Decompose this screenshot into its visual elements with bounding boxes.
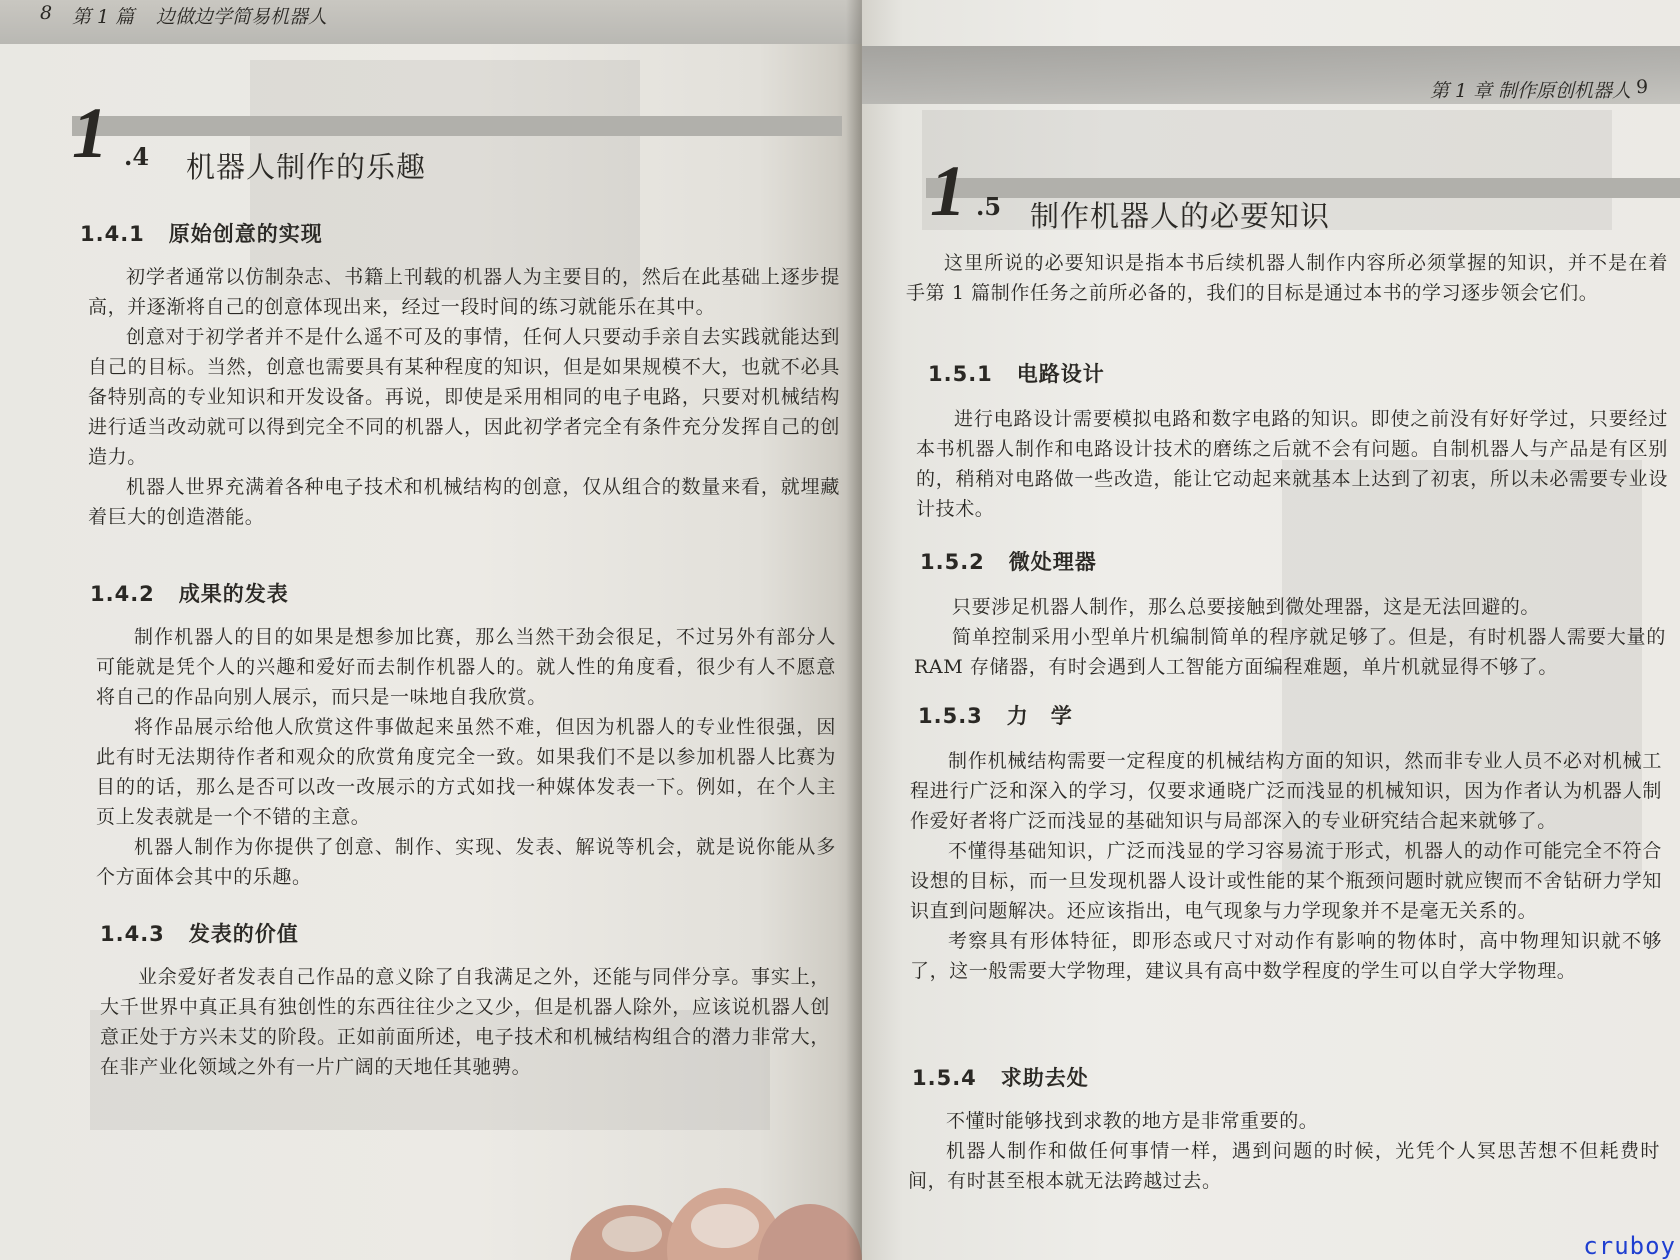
section-title: 制作机器人的必要知识 xyxy=(1030,199,1331,233)
right-running-header xyxy=(862,46,1680,104)
paragraph: 这里所说的必要知识是指本书后续机器人制作内容所必须掌握的知识，并不是在着手第 1 篇制作任务之前所必备的，我们的目标是通过本书的学习逐步领会它们。 xyxy=(906,252,1668,304)
subsection-body xyxy=(910,746,1662,986)
subsection-heading xyxy=(100,918,299,948)
subsection-heading xyxy=(918,700,1073,730)
right-page-number: 9 xyxy=(1636,76,1649,98)
subsection-title: 求助去处 xyxy=(1000,1066,1089,1090)
subsection-title: 发表的价值 xyxy=(188,922,299,946)
paragraph: 不懂得基础知识，广泛而浅显的学习容易流于形式，机器人的动作可能完全不符合设想的目标，而一旦发现机器人设计或性能的某个瓶颈问题时就应锲而不舍钻研力学知识直到问题解决。还应该指出，电气现象与力学现象并不是毫无关系的。 xyxy=(910,840,1662,922)
thumb-image xyxy=(560,1170,862,1260)
section-title: 机器人制作的乐趣 xyxy=(186,150,427,184)
subsection-heading xyxy=(80,218,323,248)
subsection-title: 微处理器 xyxy=(1008,550,1097,574)
paragraph: 不懂时能够找到求教的地方是非常重要的。 xyxy=(946,1110,1319,1132)
subsection-heading xyxy=(928,358,1105,388)
subsection-number: 1.4.2 xyxy=(90,582,155,606)
subsection-number: 1.5.1 xyxy=(928,362,993,386)
paragraph: 制作机械结构需要一定程度的机械结构方面的知识，然而非专业人员不必对机械工程进行广泛和深入的学习，仅要求通晓广泛而浅显的机械知识，因为作者认为机器人制作爱好者将广泛而浅显的基础知识与局部深入的专业研究结合起来就够了。 xyxy=(910,750,1662,832)
subsection-title: 力 学 xyxy=(1006,704,1073,728)
paragraph: 简单控制采用小型单片机编制简单的程序就足够了。但是，有时机器人需要大量的 RAM 存储器，有时会遇到人工智能方面编程难题，单片机就显得不够了。 xyxy=(914,626,1666,678)
paragraph: 制作机器人的目的如果是想参加比赛，那么当然干劲会很足，不过另外有部分人可能就是凭个人的兴趣和爱好而去制作机器人的。就人性的角度看，很少有人不愿意将自己的作品向别人展示，而只是一味地自我欣赏。 xyxy=(96,626,836,708)
subsection-title: 电路设计 xyxy=(1016,362,1105,386)
subsection-heading xyxy=(912,1062,1089,1092)
paragraph: 创意对于初学者并不是什么遥不可及的事情，任何人只要动手亲自去实践就能达到自己的目标。当然，创意也需要具有某种程度的知识，但是如果规模不大，也就不必具备特别高的专业知识和开发设备。再说，即使是采用相同的电子电路，只要对机械结构进行适当改动就可以得到完全不同的机器人，因此初学者完全有条件充分发挥自己的创造力。 xyxy=(88,326,840,468)
left-running-header xyxy=(0,0,862,44)
paragraph: 只要涉足机器人制作，那么总要接触到微处理器，这是无法回避的。 xyxy=(952,596,1541,618)
part-label: 第 1 篇 xyxy=(72,6,135,28)
section-number: 1 xyxy=(930,151,964,231)
subsection-title: 成果的发表 xyxy=(178,582,289,606)
paragraph: 考察具有形体特征，即形态或尺寸对动作有影响的物体时，高中物理知识就不够了，这一般需要大学物理，建议具有高中数学程度的学生可以自学大学物理。 xyxy=(910,930,1662,982)
subsection-title: 原始创意的实现 xyxy=(168,222,323,246)
paragraph: 将作品展示给他人欣赏这件事做起来虽然不难，但因为机器人的专业性很强，因此有时无法期待作者和观众的欣赏角度完全一致。如果我们不是以参加机器人比赛为目的的话，那么是否可以改一改展示的方式如找一种媒体发表一下。例如，在个人主页上发表就是一个不错的主意。 xyxy=(96,716,836,828)
subsection-body xyxy=(908,1106,1660,1196)
subsection-number: 1.4.1 xyxy=(80,222,145,246)
section-band xyxy=(72,116,842,136)
subsection-body xyxy=(914,592,1666,682)
part-title: 边做边学简易机器人 xyxy=(156,6,328,28)
subsection-body xyxy=(88,262,840,532)
subsection-number: 1.5.2 xyxy=(920,550,985,574)
right-page xyxy=(862,0,1680,1260)
subsection-number: 1.5.3 xyxy=(918,704,983,728)
section-number: 1 xyxy=(72,93,106,173)
paragraph: 业余爱好者发表自己作品的意义除了自我满足之外，还能与同伴分享。事实上，大千世界中真正具有独创性的东西往往少之又少，但是机器人除外，应该说机器人创意正处于方兴未艾的阶段。正如前面所述，电子技术和机械结构组合的潜力非常大，在非产业化领域之外有一片广阔的天地任其驰骋。 xyxy=(100,966,830,1078)
subsection-heading xyxy=(920,546,1097,576)
section-intro xyxy=(906,248,1668,308)
subsection-number: 1.4.3 xyxy=(100,922,165,946)
paragraph: 机器人制作为你提供了创意、制作、实现、发表、解说等机会，就是说你能从多个方面体会其中的乐趣。 xyxy=(96,836,836,888)
paragraph: 机器人世界充满着各种电子技术和机械结构的创意，仅从组合的数量来看，就埋藏着巨大的创造潜能。 xyxy=(88,476,840,528)
chapter-title: 制作原创机器人 xyxy=(1498,80,1632,102)
paragraph: 初学者通常以仿制杂志、书籍上刊载的机器人为主要目的，然后在此基础上逐步提高，并逐渐将自己的创意体现出来，经过一段时间的练习就能乐在其中。 xyxy=(88,266,840,318)
chapter-label: 第 1 章 xyxy=(1430,80,1493,102)
subsection-heading xyxy=(90,578,289,608)
paragraph: 机器人制作和做任何事情一样，遇到问题的时候，光凭个人冥思苦想不但耗费时间，有时甚至根本就无法跨越过去。 xyxy=(908,1140,1660,1192)
subsection-body xyxy=(100,962,830,1082)
watermark-text: cruboy xyxy=(1583,1232,1676,1260)
section-subnumber: .4 xyxy=(124,142,150,171)
left-page-number: 8 xyxy=(40,2,53,24)
subsection-body xyxy=(916,404,1668,524)
subsection-number: 1.5.4 xyxy=(912,1066,977,1090)
subsection-body xyxy=(96,622,836,892)
paragraph: 进行电路设计需要模拟电路和数字电路的知识。即使之前没有好好学过，只要经过本书机器人制作和电路设计技术的磨练之后就不会有问题。自制机器人与产品是有区别的，稍稍对电路做一些改造，能让它动起来就基本上达到了初衷，所以未必需要专业设计技术。 xyxy=(916,408,1668,520)
section-subnumber: .5 xyxy=(976,192,1002,221)
